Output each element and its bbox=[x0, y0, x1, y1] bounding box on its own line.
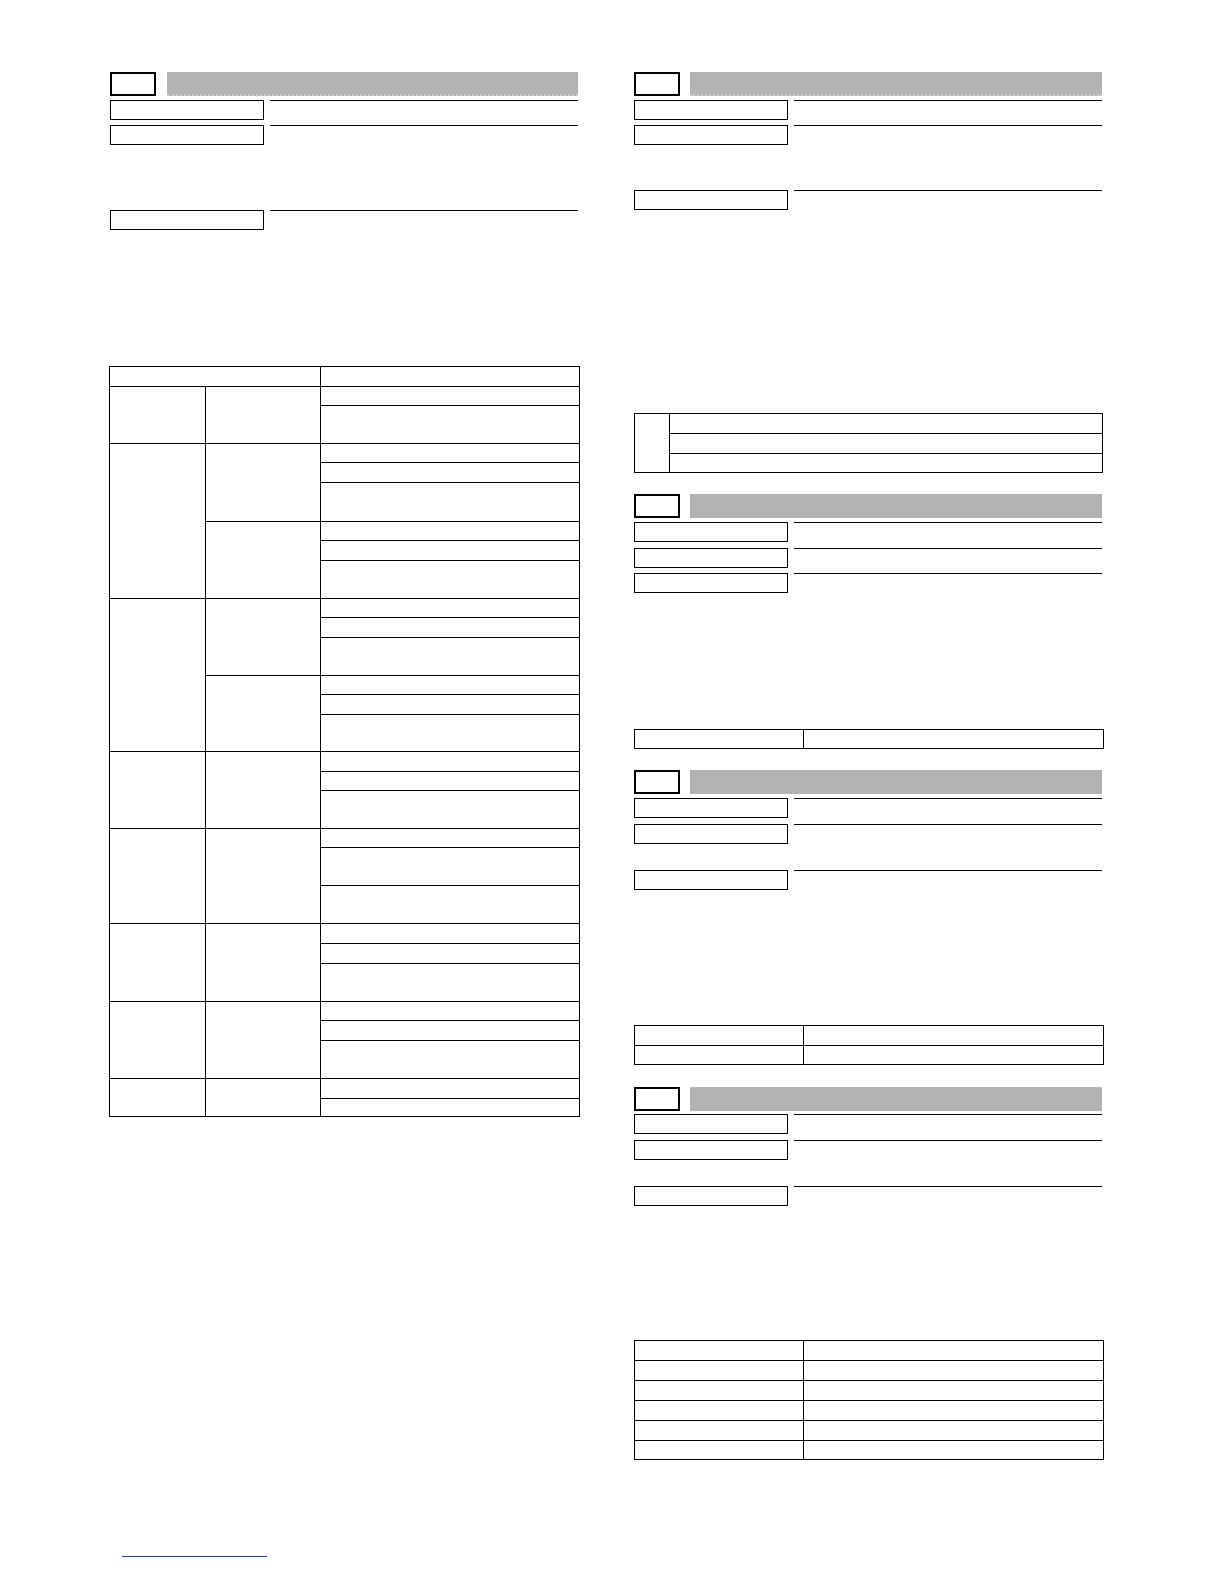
field-label-box bbox=[634, 1114, 788, 1134]
group-rule bbox=[110, 828, 580, 829]
column-divider bbox=[320, 367, 321, 1117]
row-rule bbox=[320, 617, 580, 618]
field-rule bbox=[794, 573, 1102, 574]
row-rule bbox=[320, 405, 580, 406]
subgroup-rule bbox=[205, 521, 580, 522]
field-label-box bbox=[110, 210, 264, 230]
setting-table-c bbox=[634, 1340, 1104, 1460]
field-label-box bbox=[634, 1186, 788, 1206]
row-rule bbox=[320, 1098, 580, 1099]
row-rule bbox=[635, 1360, 1104, 1361]
section-title-bar bbox=[690, 770, 1102, 794]
field-label-box bbox=[634, 548, 788, 568]
field-rule bbox=[270, 210, 578, 211]
field-rule bbox=[794, 798, 1102, 799]
row-rule bbox=[320, 540, 580, 541]
field-rule bbox=[794, 1140, 1102, 1141]
section-title-bar bbox=[690, 1087, 1102, 1111]
section-title-bar bbox=[690, 72, 1102, 96]
group-rule bbox=[110, 923, 580, 924]
field-rule bbox=[794, 870, 1102, 871]
row-rule bbox=[635, 1045, 1104, 1046]
row-rule bbox=[320, 560, 580, 561]
field-rule bbox=[794, 1186, 1102, 1187]
row-rule bbox=[320, 771, 580, 772]
section-code-box bbox=[110, 72, 156, 96]
row-rule bbox=[320, 790, 580, 791]
group-rule bbox=[110, 598, 580, 599]
field-rule bbox=[794, 1114, 1102, 1115]
field-label-box bbox=[634, 573, 788, 593]
section-code-box bbox=[634, 770, 680, 794]
row-rule bbox=[320, 963, 580, 964]
field-label-box bbox=[634, 798, 788, 818]
column-divider bbox=[669, 414, 670, 472]
footer-link[interactable] bbox=[122, 1556, 267, 1557]
column-divider bbox=[803, 730, 804, 748]
group-rule bbox=[110, 443, 580, 444]
row-rule bbox=[320, 694, 580, 695]
field-label-box bbox=[634, 100, 788, 120]
field-rule bbox=[270, 125, 578, 126]
section-code-box bbox=[634, 1087, 680, 1111]
section-title-bar bbox=[167, 72, 578, 96]
setting-table-b bbox=[634, 1025, 1104, 1065]
group-rule bbox=[110, 1078, 580, 1079]
row-rule bbox=[320, 482, 580, 483]
subgroup-rule bbox=[205, 675, 580, 676]
row-rule bbox=[320, 885, 580, 886]
row-rule bbox=[320, 462, 580, 463]
section-code-box bbox=[634, 494, 680, 518]
left-spec-table bbox=[109, 366, 580, 1117]
row-rule bbox=[320, 714, 580, 715]
field-rule bbox=[794, 522, 1102, 523]
row-rule bbox=[635, 1400, 1104, 1401]
field-label-box bbox=[110, 100, 264, 120]
row-rule bbox=[635, 1420, 1104, 1421]
field-label-box bbox=[634, 1140, 788, 1160]
field-label-box bbox=[634, 125, 788, 145]
row-rule bbox=[635, 1380, 1104, 1381]
section-title-bar bbox=[690, 494, 1102, 518]
row-rule bbox=[669, 453, 1103, 454]
field-label-box bbox=[634, 824, 788, 844]
row-rule bbox=[320, 943, 580, 944]
mode-table bbox=[634, 413, 1103, 473]
field-rule bbox=[794, 824, 1102, 825]
row-rule bbox=[669, 433, 1103, 434]
row-rule bbox=[320, 637, 580, 638]
row-rule bbox=[320, 1040, 580, 1041]
field-label-box bbox=[634, 190, 788, 210]
field-label-box bbox=[634, 870, 788, 890]
row-rule bbox=[635, 1440, 1104, 1441]
setting-table-a bbox=[634, 729, 1104, 749]
table-header-rule bbox=[110, 386, 580, 387]
group-rule bbox=[110, 1001, 580, 1002]
row-rule bbox=[320, 1020, 580, 1021]
section-code-box bbox=[634, 72, 680, 96]
field-label-box bbox=[110, 125, 264, 145]
field-rule bbox=[270, 100, 578, 101]
row-rule bbox=[320, 847, 580, 848]
group-rule bbox=[110, 751, 580, 752]
field-label-box bbox=[634, 522, 788, 542]
field-rule bbox=[794, 125, 1102, 126]
field-rule bbox=[794, 190, 1102, 191]
field-rule bbox=[794, 100, 1102, 101]
field-rule bbox=[794, 548, 1102, 549]
